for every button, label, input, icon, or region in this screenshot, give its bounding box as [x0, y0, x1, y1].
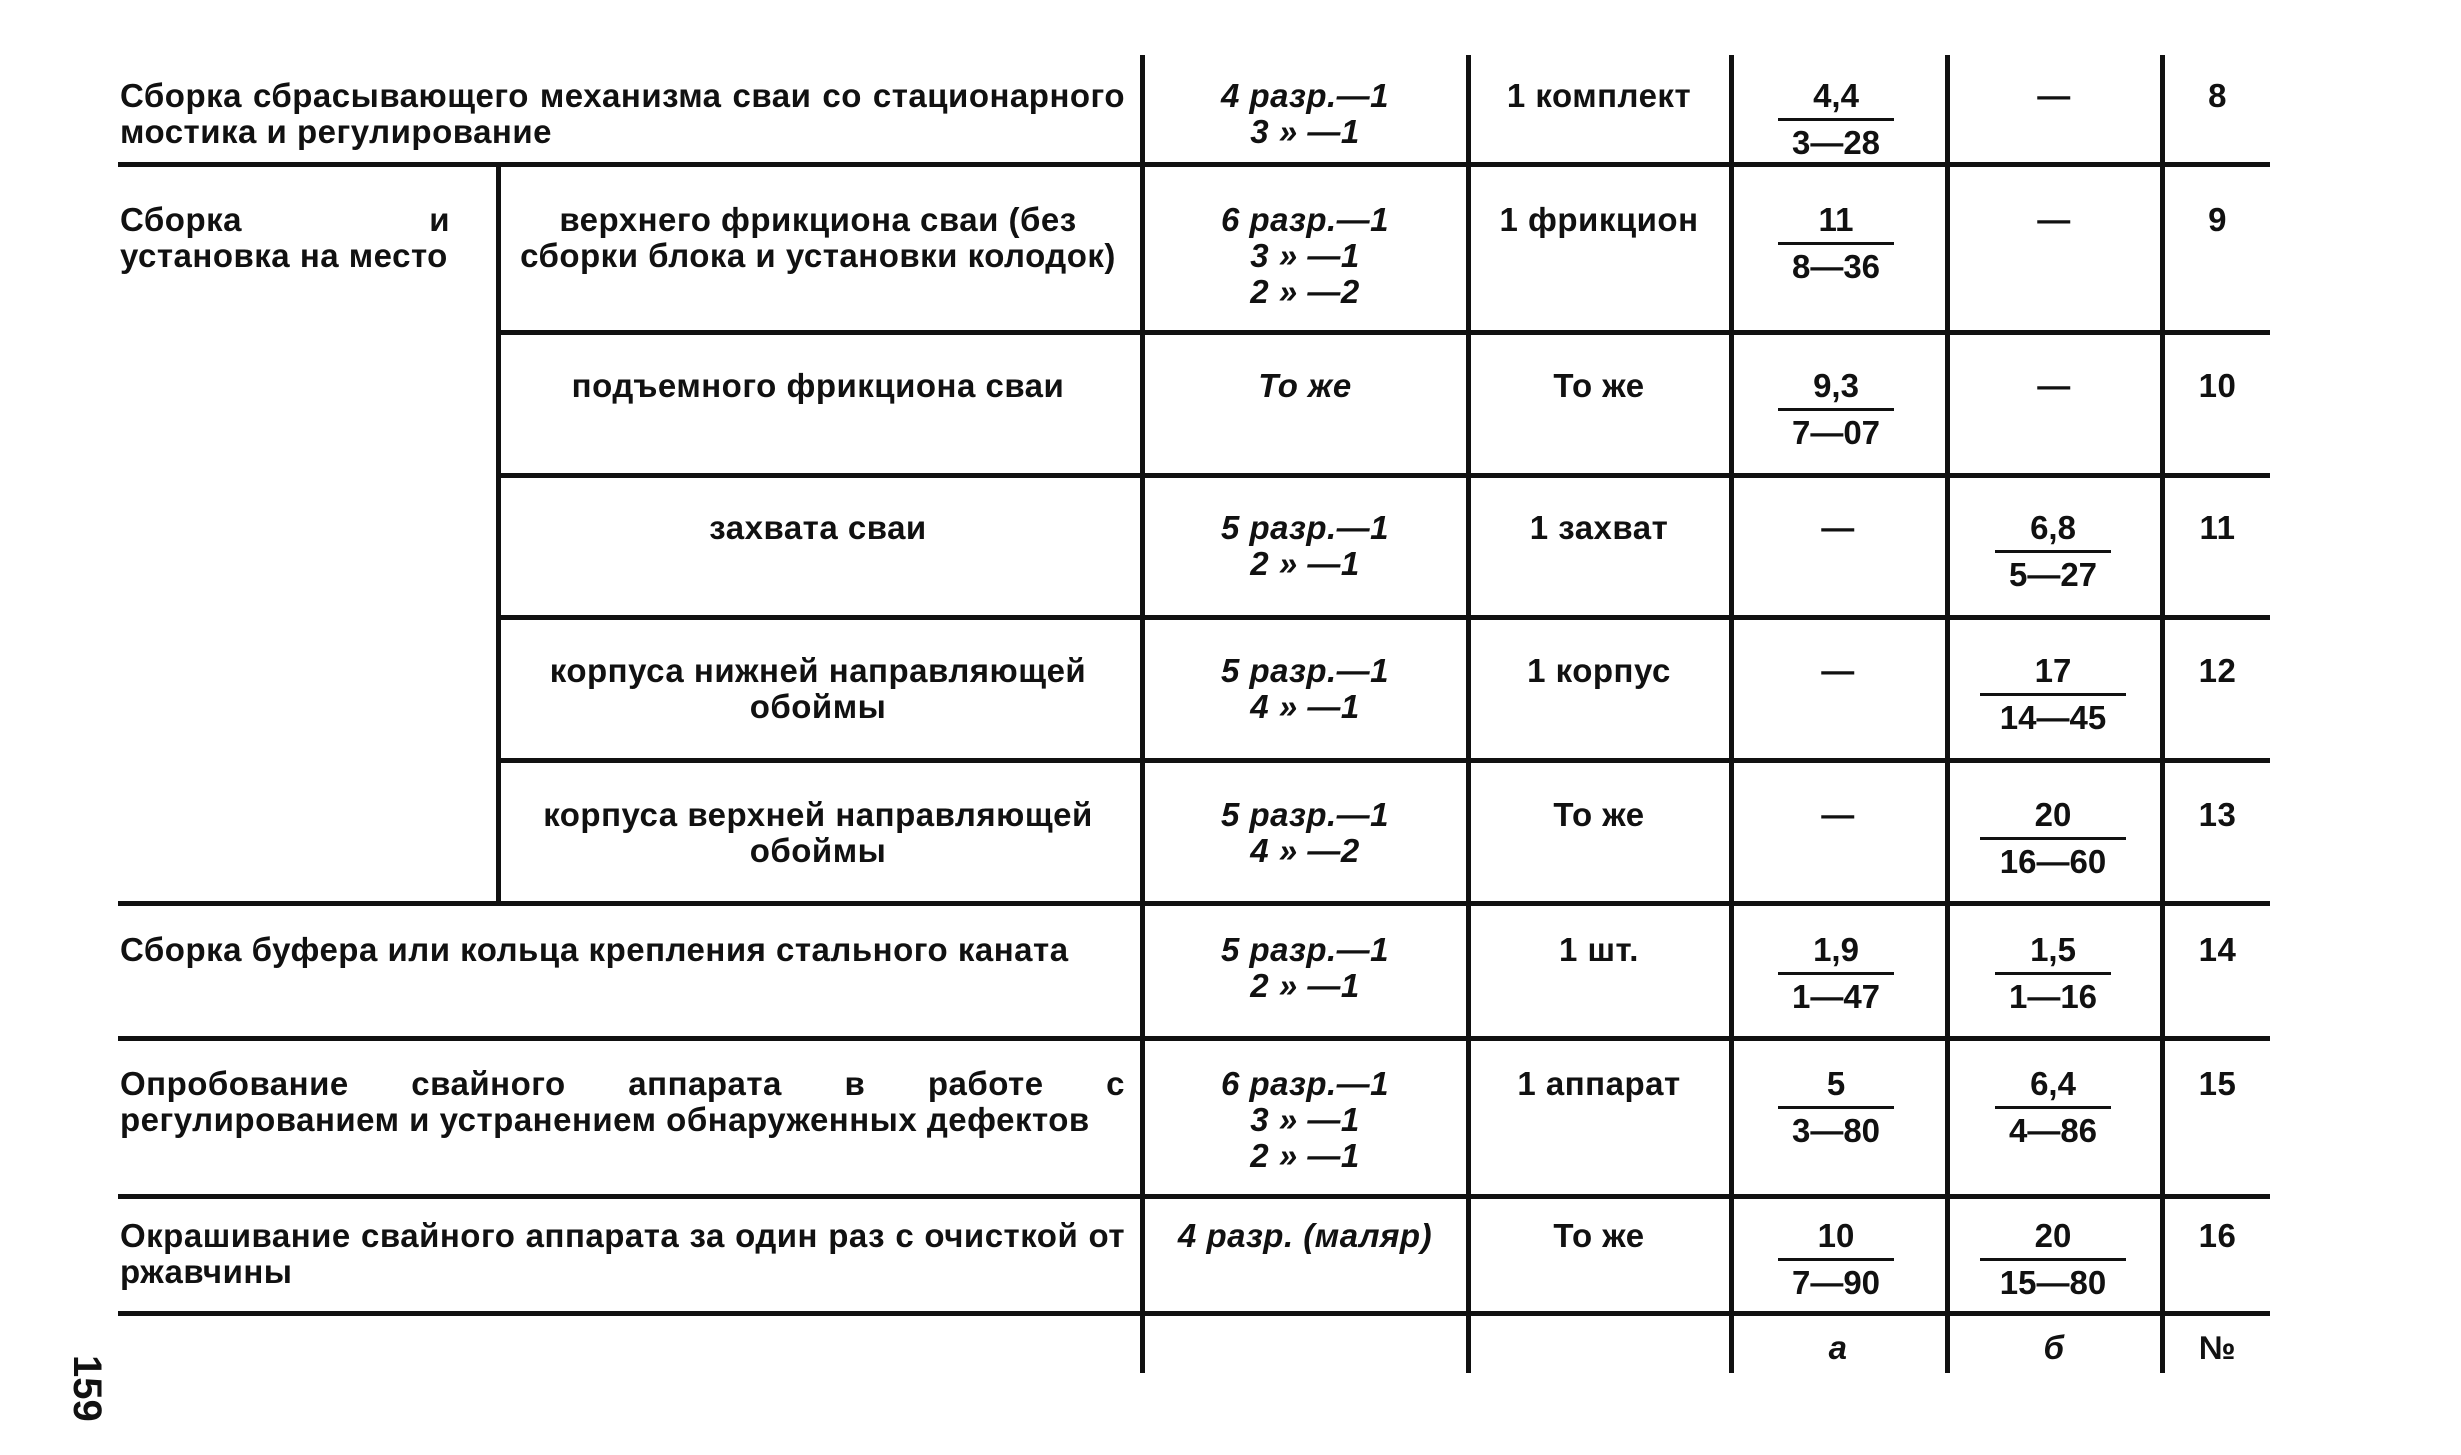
fraction-bar	[1995, 550, 2111, 553]
norm-a	[1778, 202, 1894, 285]
norm-value: 20	[2034, 796, 2072, 833]
norm-value: 1,9	[1813, 931, 1859, 968]
crew-composition: 5 разр.—1 2 » —1	[1220, 931, 1390, 1004]
crew-composition: 5 разр.—1 2 » —1	[1220, 509, 1390, 582]
norm-b	[1995, 510, 2111, 593]
row-rule	[118, 162, 2270, 167]
norm-a	[1778, 1066, 1894, 1149]
fraction-bar	[1995, 1106, 2111, 1109]
fraction-bar	[1778, 1106, 1894, 1109]
norm-b: —	[2037, 77, 2071, 114]
page-number: 159	[65, 1355, 109, 1422]
row-rule	[496, 473, 2270, 478]
column-header-a: а	[1828, 1329, 1848, 1366]
unit-of-measure: 1 комплект	[1506, 77, 1692, 114]
unit-of-measure: 1 аппарат	[1517, 1065, 1681, 1102]
price-value: 14—45	[1999, 699, 2107, 736]
crew-composition: То же	[1258, 367, 1352, 404]
work-subitem: корпуса нижней направляющей обоймы	[549, 652, 1087, 725]
norm-value: 9,3	[1813, 367, 1859, 404]
crew-composition: 6 разр.—1 3 » —1 2 » —1	[1220, 1065, 1390, 1174]
norm-b: —	[2037, 201, 2071, 238]
row-rule	[118, 1311, 2270, 1316]
fraction-bar	[1980, 1258, 2126, 1261]
fraction-bar	[1995, 972, 2111, 975]
unit-of-measure: 1 корпус	[1527, 652, 1671, 689]
norm-b	[1995, 932, 2111, 1015]
norm-b	[1980, 1218, 2126, 1301]
row-rule	[496, 758, 2270, 763]
row-number: 16	[2198, 1217, 2237, 1254]
row-number: 11	[2199, 509, 2236, 546]
price-value: 4—86	[2008, 1112, 2098, 1149]
fraction-bar	[1778, 408, 1894, 411]
price-value: 1—47	[1791, 978, 1881, 1015]
crew-composition: 4 разр.—1 3 » —1	[1220, 77, 1390, 150]
price-value: 3—80	[1791, 1112, 1881, 1149]
price-value: 8—36	[1791, 248, 1881, 285]
work-subitem: верхнего фрикциона сваи (без сборки блока и установки колодок)	[520, 201, 1116, 274]
norm-value: 20	[2034, 1217, 2072, 1254]
norm-b	[1980, 653, 2126, 736]
row-number: 9	[2208, 201, 2227, 238]
price-value: 1—16	[2008, 978, 2098, 1015]
row-rule	[496, 330, 2270, 335]
price-value: 7—07	[1791, 414, 1881, 451]
fraction-bar	[1778, 972, 1894, 975]
norm-value: 4,4	[1813, 77, 1859, 114]
price-value: 7—90	[1791, 1264, 1881, 1301]
row-number: 14	[2198, 931, 2237, 968]
unit-of-measure: То же	[1553, 796, 1645, 833]
unit-of-measure: 1 фрикцион	[1499, 201, 1699, 238]
row-rule	[118, 901, 2270, 906]
norm-a: —	[1821, 509, 1855, 546]
fraction-bar	[1778, 1258, 1894, 1261]
col-rule-2	[1466, 55, 1471, 1373]
work-description: Сборка и установка на место	[120, 201, 450, 274]
norm-value: 1,5	[2030, 931, 2076, 968]
fraction-bar	[1778, 118, 1894, 121]
price-value: 5—27	[2008, 556, 2098, 593]
unit-of-measure: 1 шт.	[1559, 931, 1639, 968]
crew-composition: 5 разр.—1 4 » —1	[1220, 652, 1390, 725]
work-subitem: корпуса верхней направляющей обоймы	[543, 796, 1093, 869]
row-rule	[118, 1194, 2270, 1199]
norm-value: 5	[1826, 1065, 1846, 1102]
work-description: Опробование свайного аппарата в работе с регулированием и устранением обнаруженных дефектов	[120, 1065, 1125, 1138]
norm-a: —	[1821, 652, 1855, 689]
norm-value: 10	[1817, 1217, 1855, 1254]
price-value: 16—60	[1999, 843, 2107, 880]
fraction-bar	[1778, 242, 1894, 245]
work-subitem: подъемного фрикциона сваи	[571, 367, 1065, 404]
unit-of-measure: То же	[1553, 367, 1645, 404]
norm-b	[1980, 797, 2126, 880]
crew-composition: 4 разр. (маляр)	[1177, 1217, 1433, 1254]
column-header-number: №	[2198, 1329, 2237, 1366]
norm-value: 11	[1818, 201, 1854, 238]
norm-a	[1778, 932, 1894, 1015]
row-number: 13	[2198, 796, 2237, 833]
norm-b: —	[2037, 367, 2071, 404]
norm-b	[1995, 1066, 2111, 1149]
fraction-bar	[1980, 837, 2126, 840]
work-description: Окрашивание свайного аппарата за один раз с очисткой от ржавчины	[120, 1217, 1125, 1290]
norm-a	[1778, 1218, 1894, 1301]
norm-value: 17	[2034, 652, 2072, 689]
col-rule-3	[1729, 55, 1734, 1373]
row-rule	[118, 1036, 2270, 1041]
row-number: 8	[2208, 77, 2227, 114]
fraction-bar	[1980, 693, 2126, 696]
row-number: 15	[2198, 1065, 2237, 1102]
work-description: Сборка буфера или кольца крепления стального каната	[120, 931, 1069, 968]
crew-composition: 6 разр.—1 3 » —1 2 » —2	[1220, 201, 1390, 310]
norm-a	[1778, 78, 1894, 161]
row-number: 12	[2198, 652, 2237, 689]
norm-value: 6,4	[2030, 1065, 2076, 1102]
row-rule	[496, 615, 2270, 620]
crew-composition: 5 разр.—1 4 » —2	[1220, 796, 1390, 869]
column-header-b: б	[2043, 1329, 2065, 1366]
row-number: 10	[2198, 367, 2237, 404]
price-value: 3—28	[1791, 124, 1881, 161]
unit-of-measure: То же	[1553, 1217, 1645, 1254]
price-value: 15—80	[1999, 1264, 2107, 1301]
norm-a: —	[1821, 796, 1855, 833]
unit-of-measure: 1 захват	[1529, 509, 1669, 546]
norm-a	[1778, 368, 1894, 451]
norm-value: 6,8	[2030, 509, 2076, 546]
col-rule-4	[1945, 55, 1950, 1373]
col-rule-5	[2160, 55, 2165, 1373]
work-description: Сборка сбрасывающего механизма сваи со стационарного мостика и регулирование	[120, 77, 1125, 150]
work-subitem: захвата сваи	[709, 509, 927, 546]
